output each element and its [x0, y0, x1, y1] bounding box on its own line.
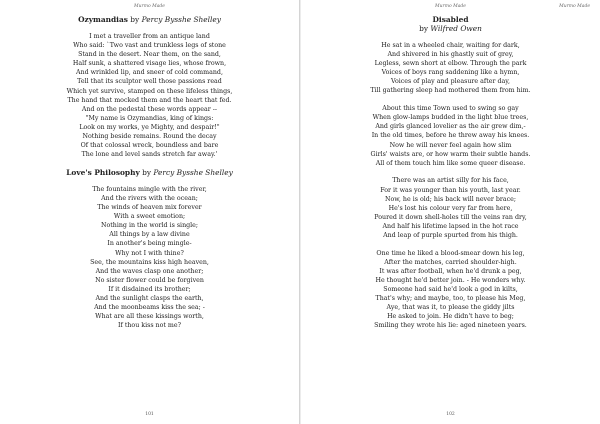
poem-byline: [419, 24, 482, 33]
poem-line: With a sweet emotion;: [113, 213, 186, 221]
poem-line: In another's being mingle-: [107, 240, 192, 248]
poem-title: Ozymandias: [78, 15, 128, 24]
poem-author: Percy Bysshe Shelley: [141, 15, 221, 24]
poem-line: And the waves clasp one another;: [95, 267, 204, 275]
poem-line: Aye, that was it, to please the giddy jilts: [386, 304, 515, 312]
poem-line: Girls' waists are, or how warm their subtle hands.: [370, 150, 531, 158]
running-header-corner: Murmo Made: [559, 4, 590, 9]
poem-stanza: [315, 249, 586, 331]
running-header: Murmo Made: [134, 4, 165, 9]
poem-line: Tell that its sculptor well those passions read: [77, 78, 222, 86]
poem-line: Voices of play and pleasure after day,: [391, 78, 510, 86]
poem-line: And the rivers with the ocean;: [101, 195, 198, 202]
poem-line: What are all these kissings worth,: [95, 313, 204, 321]
poem-line: If it disdained its brother;: [108, 285, 191, 293]
poem-line: I met a traveller from an antique land: [89, 33, 210, 40]
poem-line: The lone and level sands stretch far away.': [81, 151, 218, 159]
poem-line: All things by a law divine: [109, 231, 190, 239]
poem-line: All of them touch him like some queer disease.: [375, 159, 526, 167]
poem-line: Poured it down shell-holes till the veins ran dry,: [374, 213, 527, 221]
poem-line: Of that colossal wreck, boundless and bare: [80, 142, 219, 150]
poem-line: And wrinkled lip, and sneer of cold command,: [76, 69, 223, 77]
poem-line: "My name is Ozymandias, king of kings:: [85, 114, 214, 122]
poem-by: by: [142, 167, 152, 177]
poem-line: Look on my works, ye Mighty, and despair!": [79, 123, 220, 131]
poem-line: Who said: `Two vast and trunkless legs of stone: [73, 42, 226, 50]
poem-title-line: [14, 15, 285, 24]
poem-author: Wilfred Owen: [430, 24, 482, 33]
poem-line: There was an artist silly for his face,: [392, 177, 509, 185]
poem-title: Disabled: [432, 15, 469, 24]
poem-line: Legless, sewn short at elbow. Through the park: [374, 60, 527, 68]
poem-line: He sat in a wheeled chair, waiting for dark,: [381, 42, 520, 49]
poem-line: No sister flower could be forgiven: [95, 276, 204, 284]
poem-stanza: [315, 176, 586, 240]
poem-line: And leap of purple spurted from his thigh.: [383, 231, 518, 239]
poem-line: If thou kiss not me?: [118, 322, 181, 330]
poem-stanza: [14, 185, 285, 331]
poem-line: The hand that mocked them and the heart that fed.: [67, 96, 232, 104]
poem-line: Stand in the desert. Near them, on the sand,: [78, 51, 221, 59]
page-number: 101: [145, 412, 154, 417]
poem-title-block: [315, 15, 586, 33]
poem-line: When glow-lamps budded in the light blue trees,: [372, 114, 529, 122]
poem-line: Half sunk, a shattered visage lies, whose frown,: [72, 60, 227, 68]
poem-line: And half his lifetime lapsed in the hot race: [382, 222, 519, 230]
poem-line: See, the mountains kiss high heaven,: [90, 258, 209, 266]
poem-line: He's lost his colour very far from here,: [388, 204, 513, 212]
poem-line: The winds of heaven mix forever: [97, 204, 202, 212]
poem-line: He asked to join. He didn't have to beg;: [387, 313, 514, 321]
poem-by: by: [130, 15, 140, 24]
poem-line: Which yet survive, stamped on these lifeless things,: [66, 87, 233, 95]
poem-line: And on the pedestal these words appear --: [81, 105, 218, 113]
poem-stanza: [315, 104, 586, 168]
poem-line: And girls glanced lovelier as the air grew dim,-: [375, 123, 526, 131]
poem-line: Why not I with thine?: [115, 249, 184, 257]
poem-line: He thought he'd better join. - He wonders why.: [375, 276, 526, 284]
poem-line: One time he liked a blood-smear down his leg,: [376, 249, 525, 257]
poem-line: Voices of boys rang saddening like a hymn,: [381, 69, 520, 77]
poem-line: Someone had said he'd look a god in kilts,: [383, 286, 518, 294]
poem-line: Nothing in the world is single;: [100, 222, 199, 230]
poem-line: And the moonbeams kiss the sea; -: [94, 304, 205, 312]
poem-stanza: [14, 32, 285, 159]
poem-line: That's why; and maybe, too, to please his Meg,: [375, 295, 526, 303]
page-number: 102: [446, 412, 455, 417]
right-page-content: [315, 15, 586, 339]
poem-line: And the sunlight clasps the earth,: [95, 295, 204, 303]
poem-line: The fountains mingle with the river,: [92, 185, 207, 193]
poem-line: For it was younger than his youth, last year.: [380, 186, 521, 194]
poem-title: Love's Philosophy: [66, 167, 140, 177]
poem-line: It was after football, when he'd drunk a peg,: [379, 267, 522, 275]
poem-line: About this time Town used to swing so gay: [382, 105, 519, 113]
poem-stanza: [315, 41, 586, 96]
poem-line: Till gathering sleep had mothered them from him.: [370, 87, 531, 95]
poem-line: Now he will never feel again how slim: [389, 141, 512, 149]
poem-line: In the old times, before he threw away his knees.: [371, 132, 530, 140]
poem-line: Smiling they wrote his lie: aged nineteen years.: [374, 322, 527, 330]
running-header: Murmo Made: [435, 4, 466, 9]
poem-line: Now, he is old; his back will never brace;: [384, 195, 517, 203]
left-page-content: [14, 15, 285, 339]
poem-author: Percy Bysshe Shelley: [153, 167, 233, 177]
poem-line: Nothing beside remains. Round the decay: [82, 133, 217, 141]
poem-by: by: [419, 24, 429, 33]
poem-title-line: [14, 168, 285, 177]
poem-line: After the matches, carried shoulder-high.: [384, 258, 517, 266]
right-page: [300, 0, 600, 424]
poem-line: And shivered in his ghastly suit of grey,: [387, 51, 514, 59]
